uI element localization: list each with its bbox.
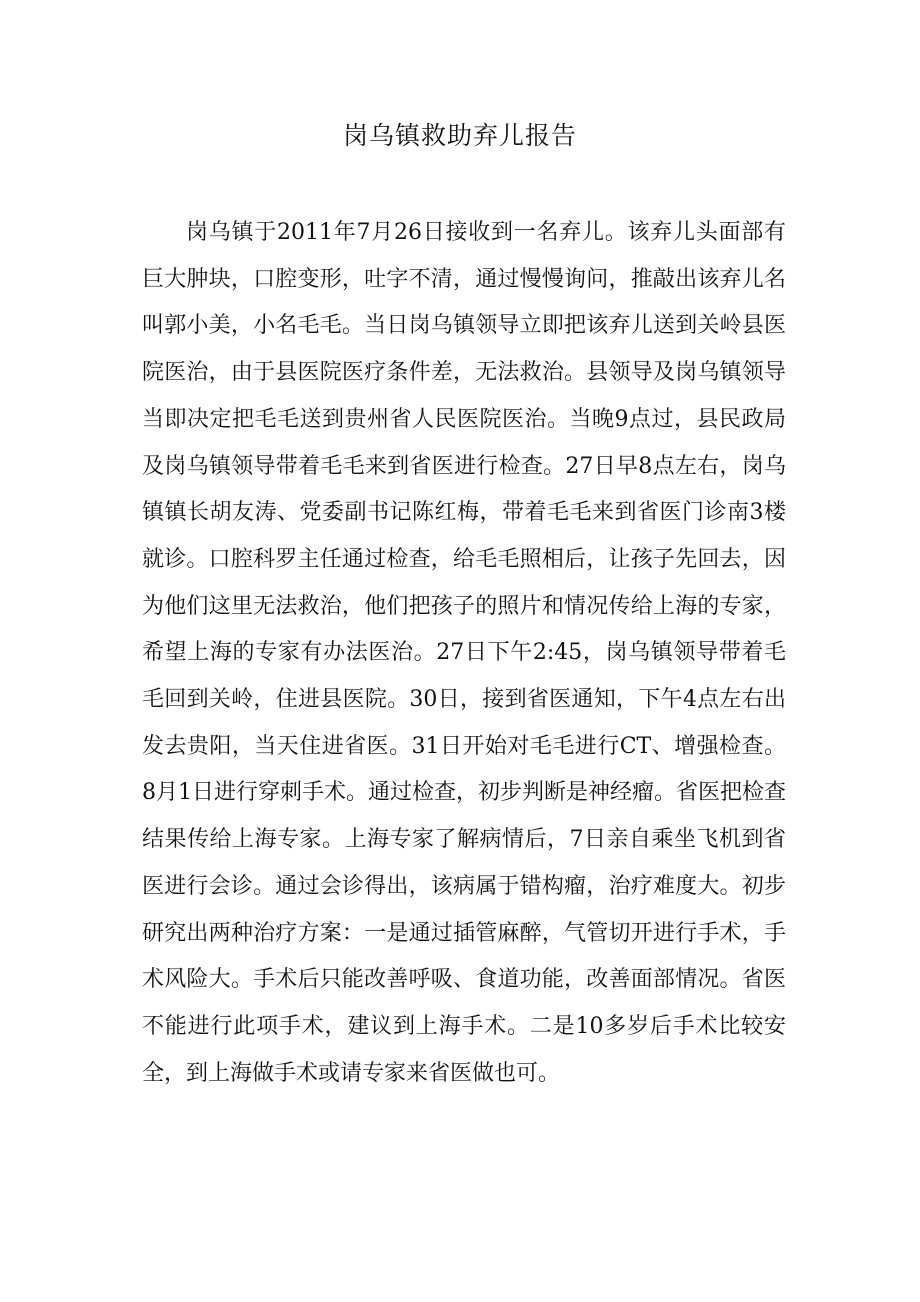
report-paragraph: 岗乌镇于2011年7月26日接收到一名弃儿。该弃儿头面部有巨大肿块，口腔变形，吐字不清，通过慢慢询问，推敲出该弃儿名叫郭小美，小名毛毛。当日岗乌镇领导立即把该弃儿送到关岭县医院医治，由于县医院医疗条件差，无法救治。县领导及岗乌镇领导当即决定把毛毛送到贵州省人民医院医治。当晚9点过，县民政局及岗乌镇领导带着毛毛来到省医进行检查。27日早8点左右，岗乌镇镇长胡友涛、党委副书记陈红梅，带着毛毛来到省医门诊南3楼就诊。口腔科罗主任通过检查，给毛毛照相后，让孩子先回去，因为他们这里无法救治，他们把孩子的照片和情况传给上海的专家，希望上海的专家有办法医治。27日下午2:45，岗乌镇领导带着毛毛回到关岭，住进县医院。30日，接到省医通知，下午4点左右出发去贵阳，当天住进省医。31日开始对毛毛进行CT、增强检查。8月1日进行穿刺手术。通过检查，初步判断是神经瘤。省医把检查结果传给上海专家。上海专家了解病情后，7日亲自乘坐飞机到省医进行会诊。通过会诊得出，该病属于错构瘤，治疗难度大。初步研究出两种治疗方案：一是通过插管麻醉，气管切开进行手术，手术风险大。手术后只能改善呼吸、食道功能，改善面部情况。省医不能进行此项手术，建议到上海手术。二是10多岁后手术比较安全，到上海做手术或请专家来省医做也可。	[142, 220, 786, 1086]
document-title: 岗乌镇救助弃儿报告	[342, 121, 577, 150]
